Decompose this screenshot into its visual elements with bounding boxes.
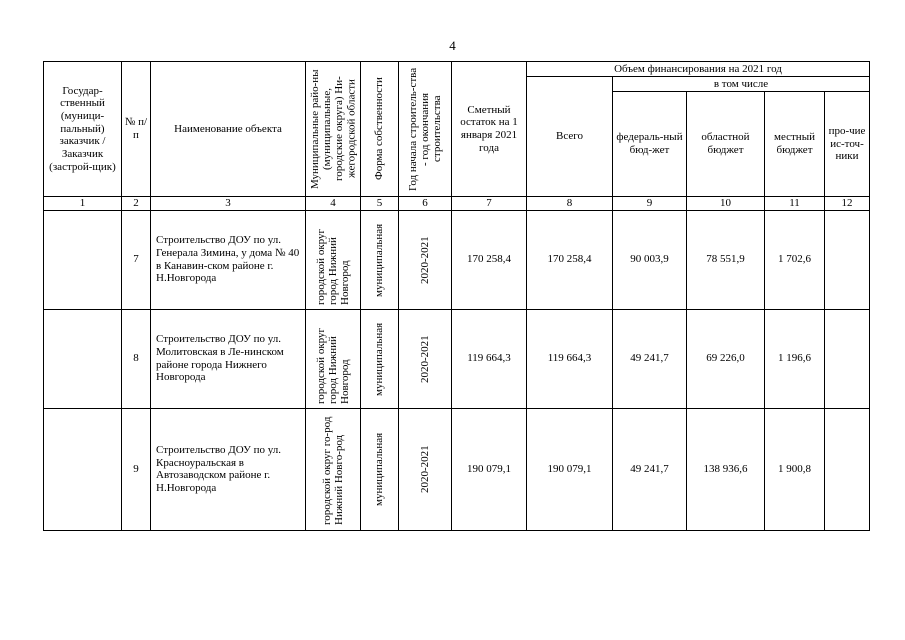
header-regional: областной бюджет — [687, 92, 765, 197]
index-cell: 12 — [825, 197, 870, 211]
cell-num: 8 — [122, 309, 151, 408]
cell-num: 9 — [122, 408, 151, 530]
cell-municipality: городской округ город Нижний Новгород — [314, 228, 352, 305]
header-customer: Государ-ственный (муници-пальный) заказчик / Заказчик (застрой-щик) — [44, 62, 122, 197]
cell-ownership: муниципальная — [373, 432, 386, 506]
cell-local: 1 702,6 — [765, 210, 825, 309]
cell-years-wrap — [399, 210, 452, 309]
cell-municipality-wrap — [306, 309, 361, 408]
cell-local: 1 196,6 — [765, 309, 825, 408]
cell-ownership: муниципальная — [373, 223, 386, 297]
cell-total: 190 079,1 — [527, 408, 613, 530]
page-number: 4 — [449, 38, 456, 53]
cell-local: 1 900,8 — [765, 408, 825, 530]
table-row — [44, 210, 870, 309]
cell-total: 170 258,4 — [527, 210, 613, 309]
index-cell: 4 — [306, 197, 361, 211]
index-cell: 9 — [613, 197, 687, 211]
cell-balance: 190 079,1 — [452, 408, 527, 530]
cell-years: 2020-2021 — [418, 235, 431, 284]
cell-ownership-wrap — [361, 309, 399, 408]
cell-ownership: муниципальная — [373, 322, 386, 396]
cell-municipality: городской округ го-род Нижний Новго-род — [320, 416, 345, 526]
cell-ownership-wrap — [361, 408, 399, 530]
header-other: про-чие ис-точ-ники — [825, 92, 870, 197]
cell-federal: 90 003,9 — [613, 210, 687, 309]
header-including: в том числе — [613, 77, 870, 92]
cell-customer — [44, 210, 122, 309]
cell-object-name: Строительство ДОУ по ул. Красноуральская в Автозаводском районе г. Н.Новгорода — [151, 408, 306, 530]
cell-regional: 138 936,6 — [687, 408, 765, 530]
header-ownership: Форма собственности — [373, 77, 386, 181]
cell-balance: 170 258,4 — [452, 210, 527, 309]
cell-ownership-wrap — [361, 210, 399, 309]
financing-table — [43, 61, 870, 531]
cell-years: 2020-2021 — [418, 445, 431, 493]
index-cell: 5 — [361, 197, 399, 211]
cell-municipality-wrap — [306, 210, 361, 309]
cell-municipality-wrap — [306, 408, 361, 530]
header-local: местный бюджет — [765, 92, 825, 197]
cell-customer — [44, 408, 122, 530]
header-federal: федераль-ный бюд-жет — [613, 92, 687, 197]
index-cell: 3 — [151, 197, 306, 211]
cell-object-name: Строительство ДОУ по ул. Генерала Зимина, у дома № 40 в Канавин-ском районе г. Н.Новгорода — [151, 210, 306, 309]
cell-other — [825, 408, 870, 530]
cell-federal: 49 241,7 — [613, 309, 687, 408]
index-cell: 7 — [452, 197, 527, 211]
header-ownership-cell — [361, 62, 399, 197]
header-funding: Объем финансирования на 2021 год — [527, 62, 870, 77]
header-municipality-cell — [306, 62, 361, 197]
cell-years-wrap — [399, 408, 452, 530]
cell-balance: 119 664,3 — [452, 309, 527, 408]
header-num: № п/п — [122, 62, 151, 197]
cell-municipality: городской округ город Нижний Новгород — [314, 327, 352, 404]
cell-object-name: Строительство ДОУ по ул. Молитовская в Ле-нинском районе города Нижнего Новгорода — [151, 309, 306, 408]
table-row — [44, 408, 870, 530]
index-cell: 8 — [527, 197, 613, 211]
cell-regional: 78 551,9 — [687, 210, 765, 309]
cell-num: 7 — [122, 210, 151, 309]
header-total: Всего — [527, 77, 613, 197]
header-years-cell — [399, 62, 452, 197]
cell-regional: 69 226,0 — [687, 309, 765, 408]
index-cell: 6 — [399, 197, 452, 211]
cell-years: 2020-2021 — [418, 334, 431, 383]
index-cell: 2 — [122, 197, 151, 211]
cell-years-wrap — [399, 309, 452, 408]
cell-other — [825, 210, 870, 309]
header-object-name: Наименование объекта — [151, 62, 306, 197]
cell-customer — [44, 309, 122, 408]
index-cell: 1 — [44, 197, 122, 211]
header-years: Год начала строитель-ства - год окончания строительства — [406, 67, 444, 191]
table-row — [44, 309, 870, 408]
cell-federal: 49 241,7 — [613, 408, 687, 530]
index-cell: 11 — [765, 197, 825, 211]
header-municipality: Муниципальные райо-ны (муниципальные, городские округа) Ни-жегородской области — [308, 69, 358, 189]
cell-total: 119 664,3 — [527, 309, 613, 408]
header-balance: Сметный остаток на 1 января 2021 года — [452, 62, 527, 197]
index-cell: 10 — [687, 197, 765, 211]
cell-other — [825, 309, 870, 408]
